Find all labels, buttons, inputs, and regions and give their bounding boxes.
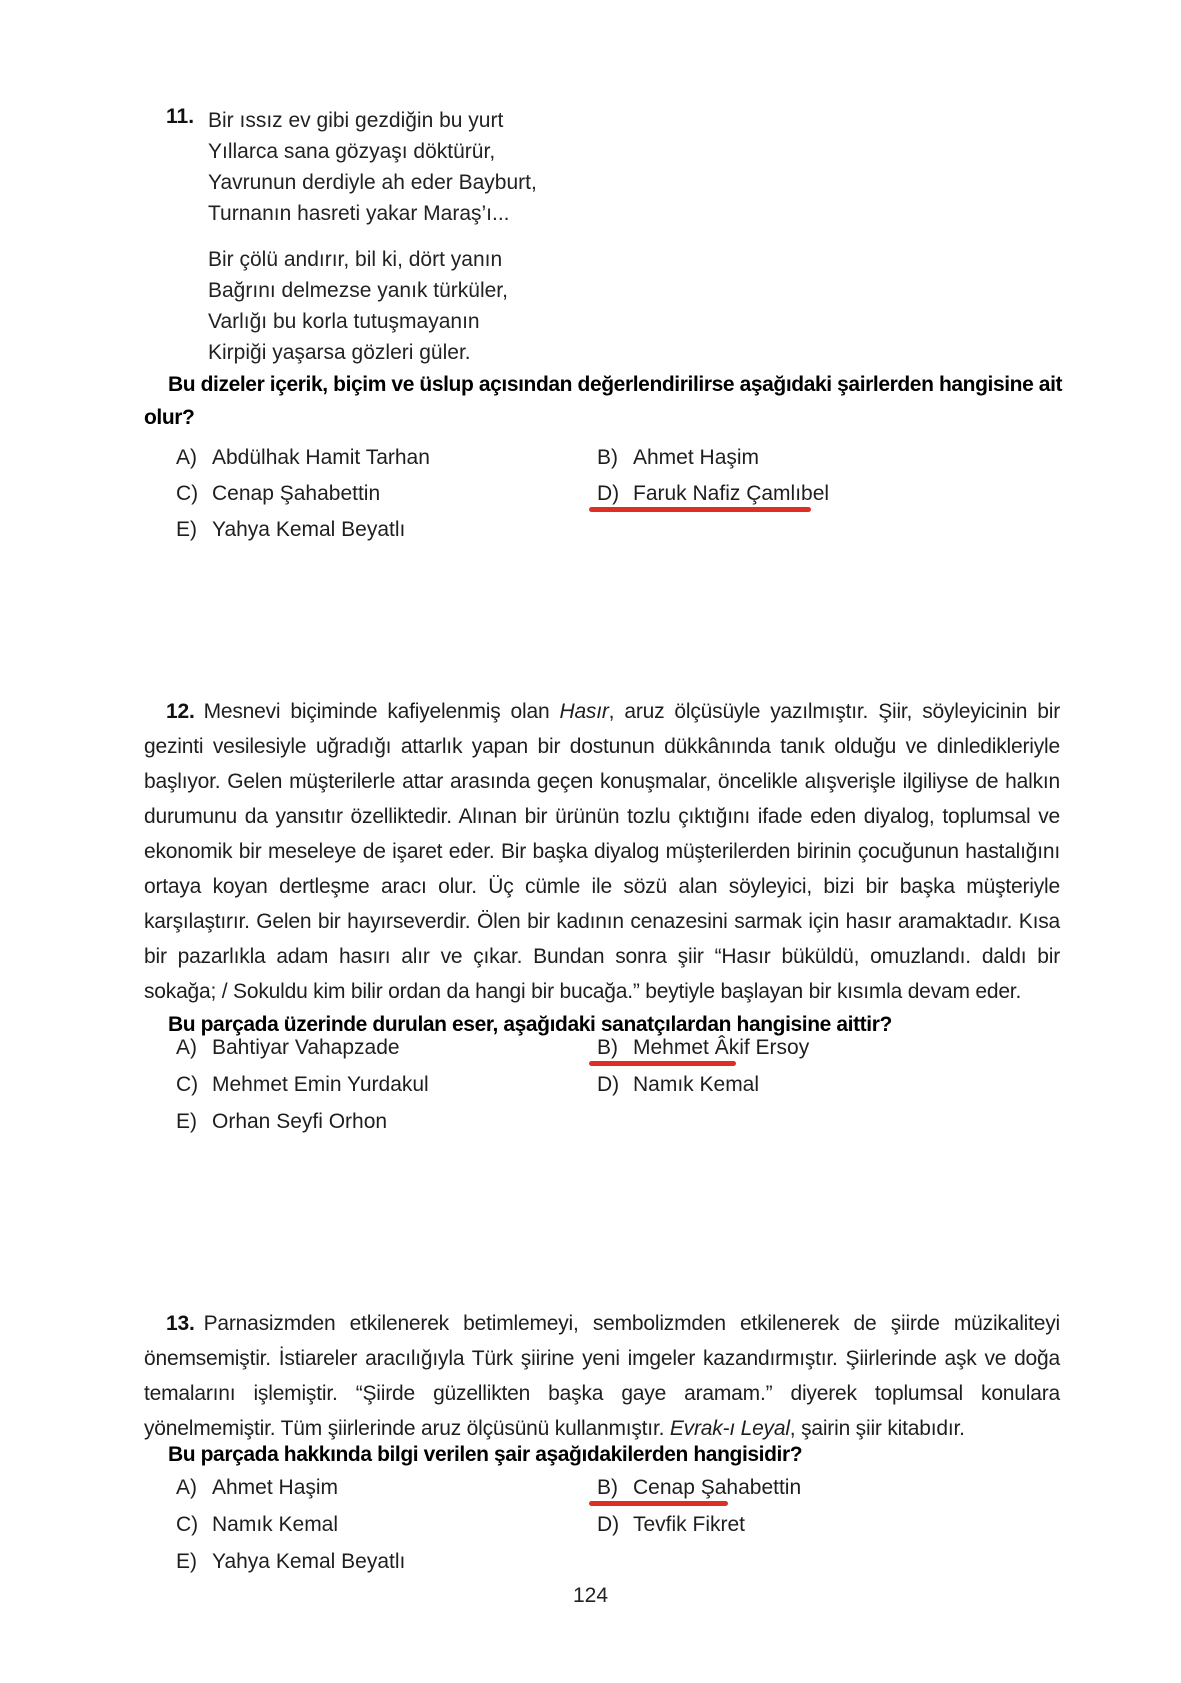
question-number: 13. xyxy=(166,1312,195,1335)
question-stem: Bu parçada üzerinde durulan eser, aşağıdaki sanatçılardan hangisine aittir? xyxy=(168,1013,892,1036)
paragraph-text: Mesnevi biçiminde kafiyelenmiş olan Hasır, aruz ölçüsüyle yazılmıştır. Şiir, söyleyicinin bir gezinti vesilesiyle uğradığı attarlık yapan bir dostunun dükkânında tanık olduğu ve dinledikleriyle başlıyor. Gelen müşterilerle attar arasında geçen konuşmalar, öncelikle alışverişle ilgiliyse de halkın durumunu da yansıtır özelliktedir. Alınan bir ürünün tozlu çıktığını ifade eden diyalog, toplumsal ve ekonomik bir meseleye de işaret eder. Bir başka diyalog müşterilerden birinin çocuğunun hastalığını ortaya koyan dertleşme aracı olur. Üç cümle ile sözü alan söyleyici, bizi bir başka müşteriyle karşılaştırır. Gelen bir hayırseverdir. Ölen bir kadının cenazesini sarmak için hasır aramaktadır. Kısa bir pazarlıkla adam hasırı alır ve çıkar. Bundan sonra şiir “Hasır büküldü, omuzlandı. daldı bir sokağa; / Sokuldu kim bilir ordan da hangi bir bucağa.” beytiyle başlayan bir kısımla devam eder. xyxy=(144,700,1060,1003)
option-label: Ahmet Haşim xyxy=(212,1476,339,1499)
paragraph-text: Parnasizmden etkilenerek betimlemeyi, sembolizmden etkilenerek de şiirde müzikaliteyi önemsemiştir. İstiareler aracılığıyla Türk şiirine yeni imgeler kazandırmıştır. Şiirlerinde aşk ve doğa temalarını işlemiştir. “Şiirde güzellikten başka gaye aramam.” diyerek toplumsal konulara yönelmemiştir. Tüm şiirlerinde aruz ölçüsünü kullanmıştır. Evrak-ı Leyal, şairin şiir kitabıdır. xyxy=(144,1312,1060,1440)
answer-underline xyxy=(589,1061,736,1066)
question-paragraph xyxy=(144,694,1060,1009)
option-label: Orhan Seyfi Orhon xyxy=(212,1110,388,1133)
option-letter: A) xyxy=(176,1476,197,1499)
option-letter: E) xyxy=(176,518,197,541)
poem-line: Bağrını delmezse yanık türküler, xyxy=(208,279,508,302)
question-number: 12. xyxy=(166,700,195,723)
answer-underline xyxy=(589,1501,728,1506)
option-label: Namık Kemal xyxy=(633,1073,760,1096)
poem-stanza-2 xyxy=(208,244,537,368)
option-13-c xyxy=(176,1513,338,1537)
option-12-d xyxy=(597,1073,759,1097)
option-letter: D) xyxy=(597,482,620,505)
option-letter: B) xyxy=(597,1036,618,1059)
option-label: Abdülhak Hamit Tarhan xyxy=(212,446,430,469)
poem-line: Varlığı bu korla tutuşmayanın xyxy=(208,310,480,333)
question-stem: Bu parçada hakkında bilgi verilen şair aşağıdakilerden hangisidir? xyxy=(168,1443,803,1466)
option-11-e xyxy=(176,518,405,542)
page-number: 124 xyxy=(572,1584,609,1607)
option-label: Bahtiyar Vahapzade xyxy=(212,1036,400,1059)
option-11-a xyxy=(176,446,430,470)
option-letter: C) xyxy=(176,1073,199,1096)
poem-line: Bir ıssız ev gibi gezdiğin bu yurt xyxy=(208,109,504,132)
option-letter: C) xyxy=(176,482,199,505)
answer-underline xyxy=(589,507,811,512)
option-11-c xyxy=(176,482,380,506)
poem-line: Yavrunun derdiyle ah eder Bayburt, xyxy=(208,171,537,194)
option-12-e xyxy=(176,1110,387,1134)
option-letter: E) xyxy=(176,1110,197,1133)
option-12-a xyxy=(176,1036,400,1060)
poem-stanza-1 xyxy=(208,105,537,229)
option-letter: A) xyxy=(176,1036,197,1059)
poem-line: Kirpiği yaşarsa gözleri güler. xyxy=(208,341,471,364)
poem xyxy=(208,105,537,368)
option-letter: B) xyxy=(597,1476,618,1499)
option-label: Ahmet Haşim xyxy=(633,446,760,469)
option-label: Namık Kemal xyxy=(212,1513,339,1536)
question-stem: Bu dizeler içerik, biçim ve üslup açısından değerlendirilirse aşağıdaki şairlerden hangisine ait olur? xyxy=(144,373,1063,429)
option-letter: D) xyxy=(597,1513,620,1536)
option-label: Yahya Kemal Beyatlı xyxy=(212,518,406,541)
option-letter: B) xyxy=(597,446,618,469)
option-13-a xyxy=(176,1476,338,1500)
question-paragraph xyxy=(144,1306,1060,1446)
option-label: Tevfik Fikret xyxy=(633,1513,746,1536)
option-label: Yahya Kemal Beyatlı xyxy=(212,1550,406,1573)
option-13-e xyxy=(176,1550,405,1574)
option-label: Mehmet Âkif Ersoy xyxy=(633,1036,810,1059)
option-12-c xyxy=(176,1073,429,1097)
option-letter: D) xyxy=(597,1073,620,1096)
option-label: Cenap Şahabettin xyxy=(633,1476,802,1499)
option-letter: C) xyxy=(176,1513,199,1536)
option-label: Faruk Nafiz Çamlıbel xyxy=(633,482,830,505)
poem-line: Yıllarca sana gözyaşı döktürür, xyxy=(208,140,496,163)
option-13-d xyxy=(597,1513,745,1537)
option-letter: A) xyxy=(176,446,197,469)
poem-line: Bir çölü andırır, bil ki, dört yanın xyxy=(208,248,503,271)
question-number: 11. xyxy=(166,105,195,128)
option-11-d xyxy=(597,482,829,506)
option-11-b xyxy=(597,446,759,470)
option-12-b xyxy=(597,1036,809,1060)
option-letter: E) xyxy=(176,1550,197,1573)
option-13-b xyxy=(597,1476,801,1500)
option-label: Mehmet Emin Yurdakul xyxy=(212,1073,429,1096)
option-label: Cenap Şahabettin xyxy=(212,482,381,505)
poem-line: Turnanın hasreti yakar Maraş’ı... xyxy=(208,202,510,225)
